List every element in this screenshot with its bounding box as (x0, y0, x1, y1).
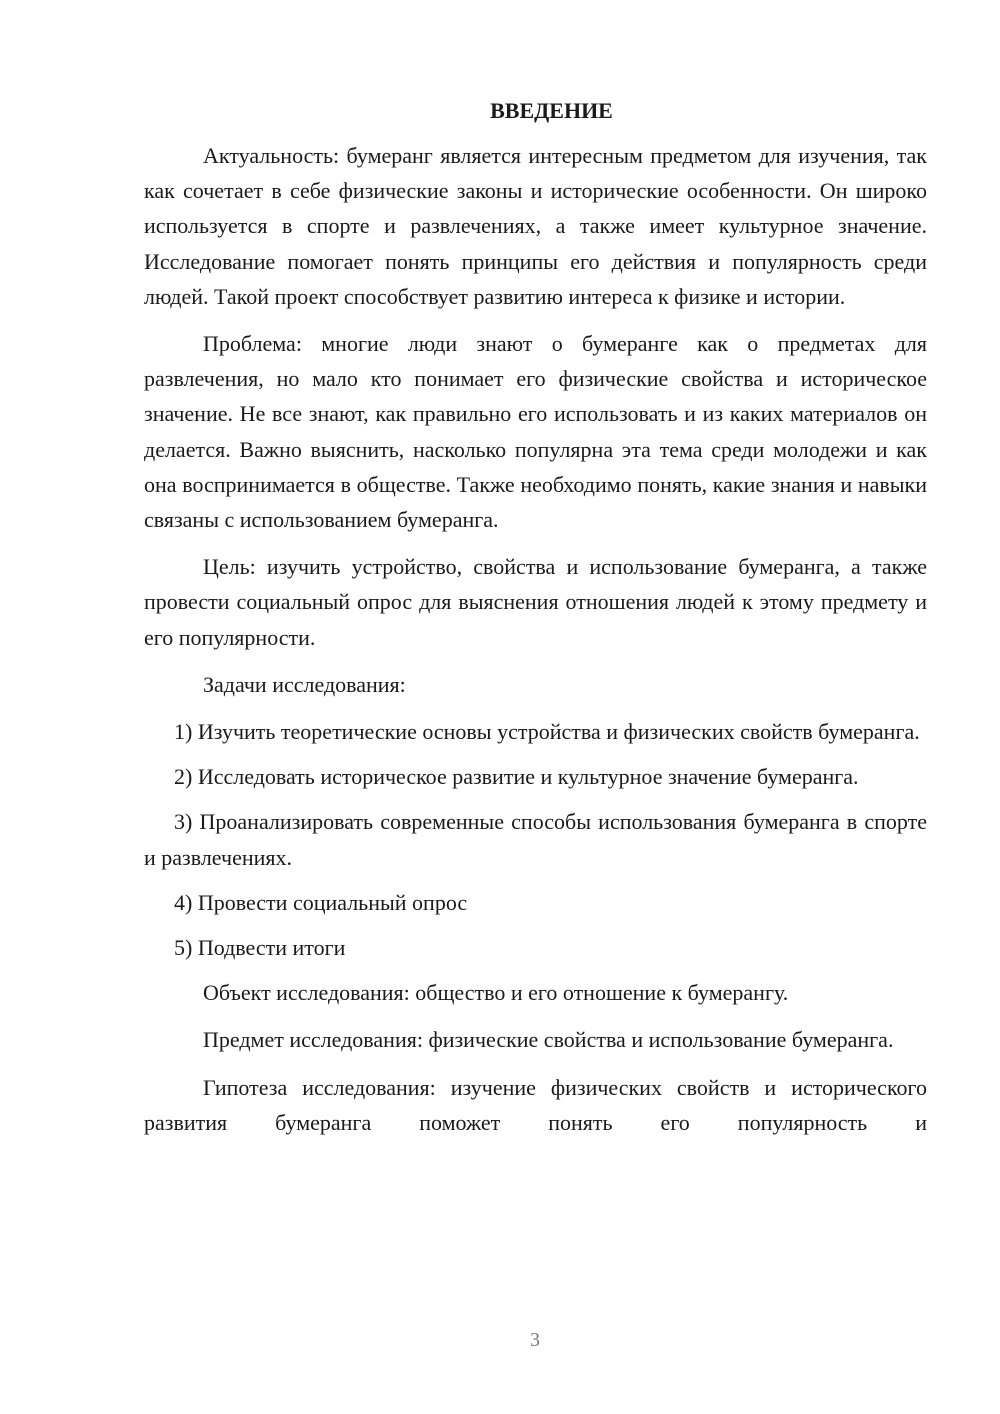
task-item-5: 5) Подвести итоги (174, 935, 346, 961)
tasks-title: Задачи исследования: (203, 671, 406, 697)
problem-paragraph: Проблема: многие люди знают о бумеранге как о предметах для развлечения, но мало кто понимает его физические свойства и историческое значение. Не все знают, как правильно его использовать и из каких материалов он делается. Важно выяснить, насколько популярна эта тема среди молодежи и как она воспринимается в обществе. Также необходимо понять, какие знания и навыки связаны с использованием бумеранга. (144, 331, 927, 533)
goal-paragraph: Цель: изучить устройство, свойства и использование бумеранга, а также провести социальный опрос для выяснения отношения людей к этому предмету и его популярности. (144, 554, 927, 650)
task-item-2: 2) Исследовать историческое развитие и культурное значение бумеранга. (174, 764, 859, 790)
section-heading: ВВЕДЕНИЕ (490, 98, 613, 123)
page-number: 3 (530, 1329, 540, 1351)
subject-paragraph: Предмет исследования: физические свойства и использование бумеранга. (203, 1027, 894, 1053)
task-item-4: 4) Провести социальный опрос (174, 889, 468, 915)
task-item-3: 3) Проанализировать современные способы использования бумеранга в спорте и развлечениях. (144, 809, 927, 870)
object-paragraph: Объект исследования: общество и его отношение к бумерангу. (203, 980, 789, 1006)
task-item-1: 1) Изучить теоретические основы устройства и физических свойств бумеранга. (174, 719, 920, 745)
tasks-list (144, 714, 927, 965)
page-content (144, 94, 927, 1152)
relevance-paragraph: Актуальность: бумеранг является интересным предметом для изучения, так как сочетает в себе физические законы и исторические особенности. Он широко используется в спорте и развлечениях, а также имеет культурное значение. Исследование помогает понять принципы его действия и популярность среди людей. Такой проект способствует развитию интереса к физике и истории. (144, 143, 927, 309)
hypothesis-paragraph: Гипотеза исследования: изучение физических свойств и исторического развития бумеранга поможет понять его популярность и (144, 1074, 927, 1135)
